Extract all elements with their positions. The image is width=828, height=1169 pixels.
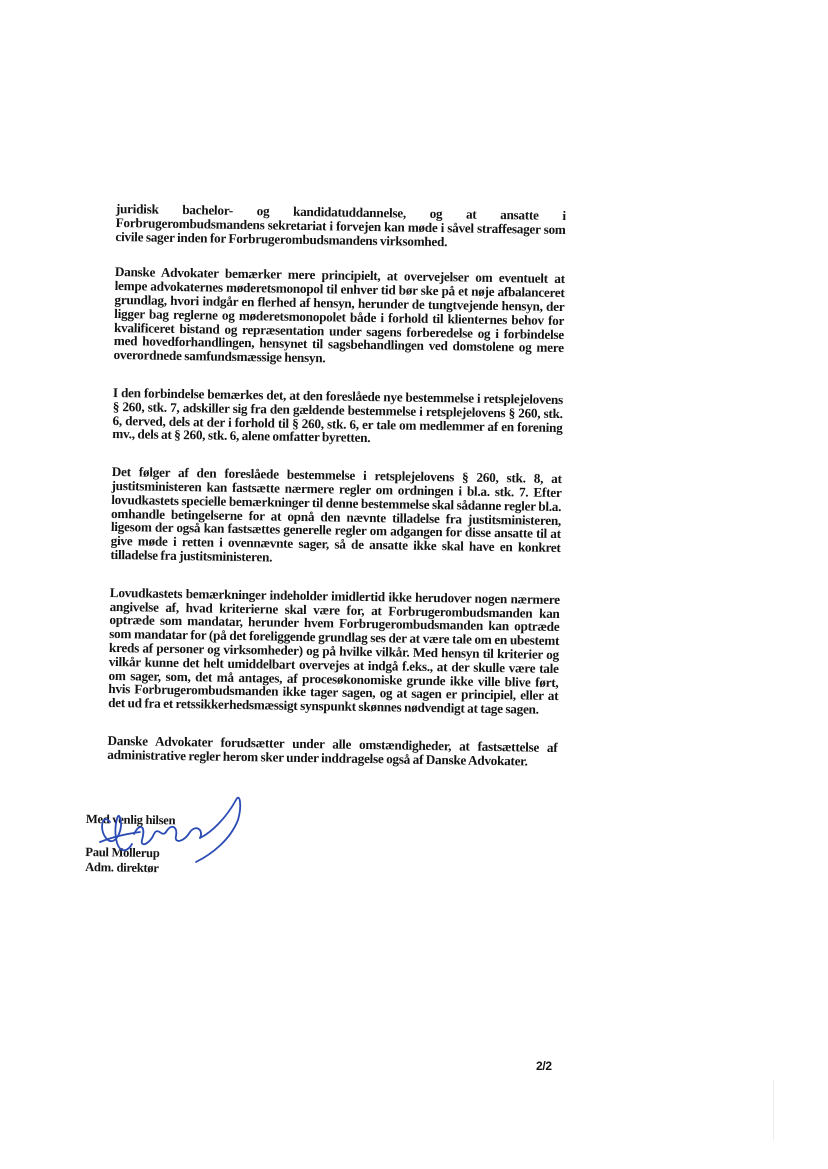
handwritten-signature-icon xyxy=(80,782,250,872)
paragraph-6: Danske Advokater forudsætter under alle omstændigheder, at fastsættelse af administrative regler herom sker under inddragelse også af Danske Advokater. xyxy=(107,732,558,769)
closing-greeting: Med venlig hilsen xyxy=(85,812,176,828)
scan-artifact xyxy=(773,1080,774,1140)
paragraph-2: Danske Advokater bemærker mere principielt, at overvejelser om eventuelt at lempe advokaternes møderetsmonopol til enhver tid bør ske på et nøje afbalanceret grundlag, hvori indgår en flerhed af hensyn, herunder de tungtvejende hensyn, der ligger bag reglerne og møderetsmonopolet både i forhold til klienternes behov for kvalificeret bistand og repræsentation under sagens forberedelse og i forbindelse med hovedforhandlingen, hensynet til sagsbehandlingen ved domstolene og mere overordnede samfundsmæssige hensyn. xyxy=(113,264,565,366)
letter-body xyxy=(107,202,566,792)
paragraph-5: Lovudkastets bemærkninger indeholder imidlertid ikke herudover nogen nærmere angivelse af, hvad kriterierne skal være for, at Forbrugerombudsmanden kan optræde som mandatar, herunder hvem Forbrugerombudsmanden kan optræde som mandatar for (på det foreliggende grundlag ses der at være tale om en ubestemt kreds af personer og virksomheder) og på hvilke vilkår. Med hensyn til kriterier og vilkår kunne det helt umiddelbart overvejes at indgå f.eks., at der skulle være tale om sager, som, det må antages, af procesøkonomiske grunde ikke ville blive ført, hvis Forbrugerombudsmanden ikke tager sagen, og at sagen er principiel, eller at det ud fra et retssikkerhedsmæssigt synspunkt skønnes nødvendigt at tage sagen. xyxy=(108,584,560,717)
paragraph-1: juridisk bachelor- og kandidatuddannelse, og at ansatte i Forbrugerombudsmandens sekretariat i forvejen kan møde i såvel straffesager som civile sager inden for Forbrugerombudsmandens virksomhed. xyxy=(115,201,566,249)
page-number: 2/2 xyxy=(536,1059,552,1073)
signer-title: Adm. direktør xyxy=(85,859,159,876)
paragraph-4: Det følger af den foreslåede bestemmelse i retsplejelovens § 260, stk. 8, at justitsministeren kan fastsætte nærmere regler om ordningen i bl.a. stk. 7. Efter lovudkastets specielle bemærkninger til denne bestemmelse skal sådanne regler bl.a. omhandle betingelserne for at opnå den nævnte tilladelse fra justitsministeren, ligesom der også kan fastsættes generelle regler om adgangen for disse ansatte til at give møde i retten i ovennævnte sager, så de ansatte ikke skal have en konkret tilladelse fra justitsministeren. xyxy=(110,464,562,565)
signer-name: Paul Mollerup xyxy=(85,844,160,861)
paragraph-3: I den forbindelse bemærkes det, at den foreslåede nye bestemmelse i retsplejelovens § 260, stk. 7, adskiller sig fra den gældende bestemmelse i retsplejelovens § 260, stk. 6, derved, dels at der i forhold til § 260, stk. 6, er tale om medlemmer af en forening mv., dels at § 260, stk. 6, alene omfatter byretten. xyxy=(112,384,564,446)
